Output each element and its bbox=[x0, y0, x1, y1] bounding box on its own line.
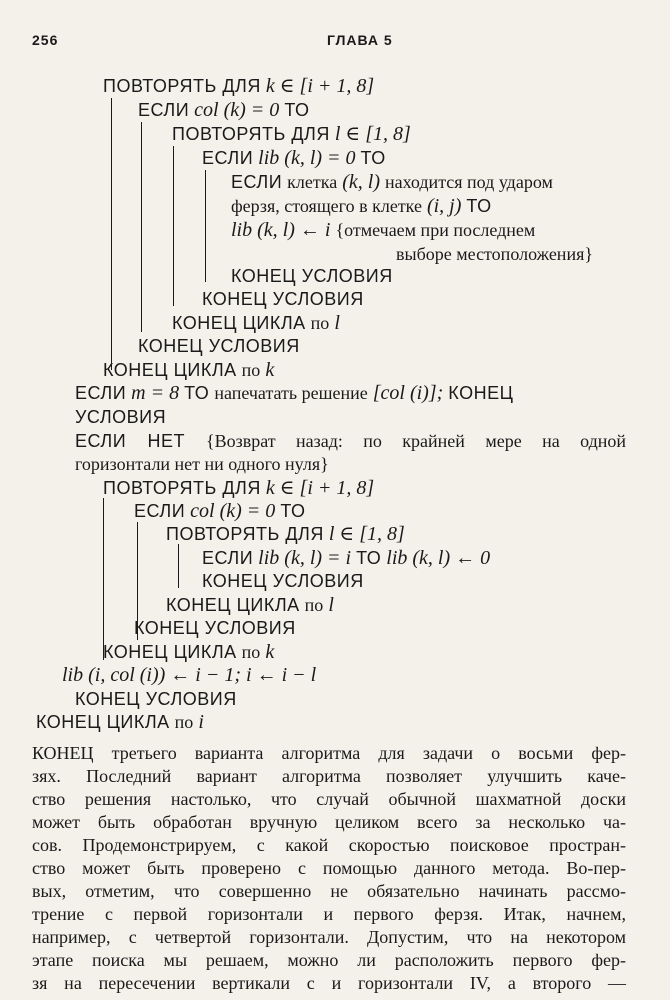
algo-line bbox=[103, 640, 274, 664]
algo-line bbox=[202, 146, 386, 170]
algo-line bbox=[231, 218, 535, 242]
algo-line bbox=[166, 593, 334, 617]
keyword: ЕСЛИ bbox=[134, 501, 186, 521]
expression: k bbox=[265, 359, 275, 381]
keyword: ТО bbox=[284, 100, 310, 120]
algo-line bbox=[75, 405, 166, 429]
algo-line bbox=[36, 710, 204, 734]
algo-line bbox=[75, 429, 626, 453]
paragraph-line: сов. Продемонстрируем, с какой скоростью поисковое простран- bbox=[32, 835, 626, 855]
keyword: ТО bbox=[280, 501, 306, 521]
keyword: ЕСЛИ НЕТ bbox=[75, 431, 186, 451]
keyword: ЕСЛИ bbox=[75, 383, 127, 403]
nesting-bar bbox=[141, 122, 142, 332]
text: по bbox=[310, 313, 330, 333]
nesting-bar bbox=[103, 498, 104, 660]
nesting-bar bbox=[178, 544, 179, 588]
expression: l ∈ [1, 8] bbox=[334, 123, 411, 145]
keyword: ТО bbox=[360, 148, 386, 168]
algo-line bbox=[75, 452, 329, 476]
keyword: КОНЕЦ УСЛОВИЯ bbox=[138, 336, 300, 356]
paragraph-line: зя на пересечении вертикали c и горизонтали IV, а второго — bbox=[32, 973, 626, 993]
keyword: ТО bbox=[356, 548, 382, 568]
algo-line bbox=[138, 334, 300, 358]
nesting-bar bbox=[205, 170, 206, 282]
keyword: ТО bbox=[466, 196, 492, 216]
expression: l bbox=[328, 594, 334, 616]
algo-line bbox=[396, 242, 593, 266]
keyword: КОНЕЦ ЦИКЛА bbox=[103, 360, 237, 380]
keyword: КОНЕЦ УСЛОВИЯ bbox=[202, 289, 364, 309]
algo-line bbox=[172, 311, 340, 335]
algo-line bbox=[138, 98, 310, 122]
keyword: ПОВТОРЯТЬ ДЛЯ bbox=[103, 478, 261, 498]
algo-line bbox=[134, 499, 306, 523]
paragraph-line: КОНЕЦ третьего варианта алгоритма для задачи о восьми фер- bbox=[32, 743, 626, 763]
expression: lib (i, col (i)) ← i − 1; i ← i − l bbox=[62, 664, 317, 686]
expression: k ∈ [i + 1, 8] bbox=[265, 75, 375, 97]
keyword: КОНЕЦ УСЛОВИЯ bbox=[202, 571, 364, 591]
keyword: КОНЕЦ bbox=[448, 383, 514, 403]
text: по bbox=[174, 712, 194, 732]
nesting-bar bbox=[173, 146, 174, 306]
paragraph-line: зях. Последний вариант алгоритма позволяет улучшить каче- bbox=[32, 766, 626, 786]
algo-line bbox=[75, 381, 513, 405]
comment: выборе местоположения} bbox=[396, 244, 593, 264]
keyword: КОНЕЦ ЦИКЛА bbox=[36, 712, 170, 732]
expression: k bbox=[265, 641, 275, 663]
paragraph-line: ство решения настолько, что случай обычной шахматной доски bbox=[32, 789, 626, 809]
expression: lib (k, l) = 0 bbox=[258, 147, 356, 169]
chapter-title: ГЛАВА 5 bbox=[327, 32, 393, 48]
expression: k ∈ [i + 1, 8] bbox=[265, 477, 375, 499]
keyword: ЕСЛИ bbox=[202, 548, 254, 568]
keyword: УСЛОВИЯ bbox=[75, 407, 167, 427]
paragraph-line: этапе поиска мы решаем, можно ли расположить первого фер- bbox=[32, 950, 626, 970]
keyword: КОНЕЦ ЦИКЛА bbox=[103, 642, 237, 662]
expression: (k, l) bbox=[342, 171, 380, 193]
algo-line bbox=[231, 264, 393, 288]
paragraph-line: например, с четвертой горизонтали. Допустим, что на некотором bbox=[32, 927, 626, 947]
expression: lib (k, l) ← 0 bbox=[386, 547, 491, 569]
paragraph-line: ство может быть проверено с помощью данного метода. Во-пер- bbox=[32, 858, 626, 878]
algo-line bbox=[134, 616, 296, 640]
expression: lib (k, l) ← i bbox=[231, 219, 331, 241]
expression: m = 8 bbox=[131, 382, 180, 404]
keyword: КОНЕЦ ЦИКЛА bbox=[166, 595, 300, 615]
expression: l ∈ [1, 8] bbox=[328, 523, 405, 545]
text: по bbox=[241, 360, 261, 380]
keyword: ТО bbox=[184, 383, 210, 403]
algo-line bbox=[172, 122, 411, 146]
algo-line bbox=[75, 687, 237, 711]
algo-line bbox=[231, 170, 553, 194]
expression: i bbox=[198, 711, 204, 733]
text: клетка bbox=[287, 172, 338, 192]
paragraph-line: вых, отметим, что совершенно не обязательно начинать рассмо- bbox=[32, 881, 626, 901]
comment: {отмечаем при последнем bbox=[335, 220, 536, 240]
algo-line bbox=[103, 74, 374, 98]
paragraph-line: может быть обработан вручную целиком всего за несколько ча- bbox=[32, 812, 626, 832]
algo-line bbox=[166, 522, 405, 546]
keyword: ЕСЛИ bbox=[202, 148, 254, 168]
paragraph-line: трение с первой горизонтали и первого ферзя. Итак, начнем, bbox=[32, 904, 626, 924]
algo-line bbox=[202, 569, 364, 593]
algo-line bbox=[62, 663, 316, 687]
keyword: КОНЕЦ УСЛОВИЯ bbox=[231, 266, 393, 286]
expression: lib (k, l) = i bbox=[258, 547, 352, 569]
expression: col (k) = 0 bbox=[190, 500, 276, 522]
keyword: ЕСЛИ bbox=[231, 172, 283, 192]
keyword: ПОВТОРЯТЬ ДЛЯ bbox=[103, 76, 261, 96]
keyword: ПОВТОРЯТЬ ДЛЯ bbox=[172, 124, 330, 144]
text: по bbox=[241, 642, 261, 662]
keyword: ЕСЛИ bbox=[138, 100, 190, 120]
text: напечатать решение bbox=[214, 383, 368, 403]
keyword: КОНЕЦ УСЛОВИЯ bbox=[134, 618, 296, 638]
comment: горизонтали нет ни одного нуля} bbox=[75, 454, 329, 474]
page-number: 256 bbox=[32, 32, 59, 48]
algo-line bbox=[202, 287, 364, 311]
text: находится под ударом bbox=[384, 172, 553, 192]
keyword: КОНЕЦ УСЛОВИЯ bbox=[75, 689, 237, 709]
nesting-bar bbox=[111, 98, 112, 370]
algo-line bbox=[103, 358, 274, 382]
expression: col (k) = 0 bbox=[194, 99, 280, 121]
text: по bbox=[304, 595, 324, 615]
running-header bbox=[32, 32, 630, 54]
text: ферзя, стоящего в клетке bbox=[231, 196, 422, 216]
expression: l bbox=[334, 312, 340, 334]
keyword: КОНЕЦ ЦИКЛА bbox=[172, 313, 306, 333]
comment: {Возврат назад: по крайней мере на одной bbox=[205, 431, 627, 451]
expression: (i, j) bbox=[426, 195, 462, 217]
algo-line bbox=[103, 476, 374, 500]
algo-line bbox=[202, 546, 490, 570]
algo-line bbox=[231, 194, 492, 218]
expression: [col (i)]; bbox=[372, 382, 444, 404]
keyword: ПОВТОРЯТЬ ДЛЯ bbox=[166, 524, 324, 544]
